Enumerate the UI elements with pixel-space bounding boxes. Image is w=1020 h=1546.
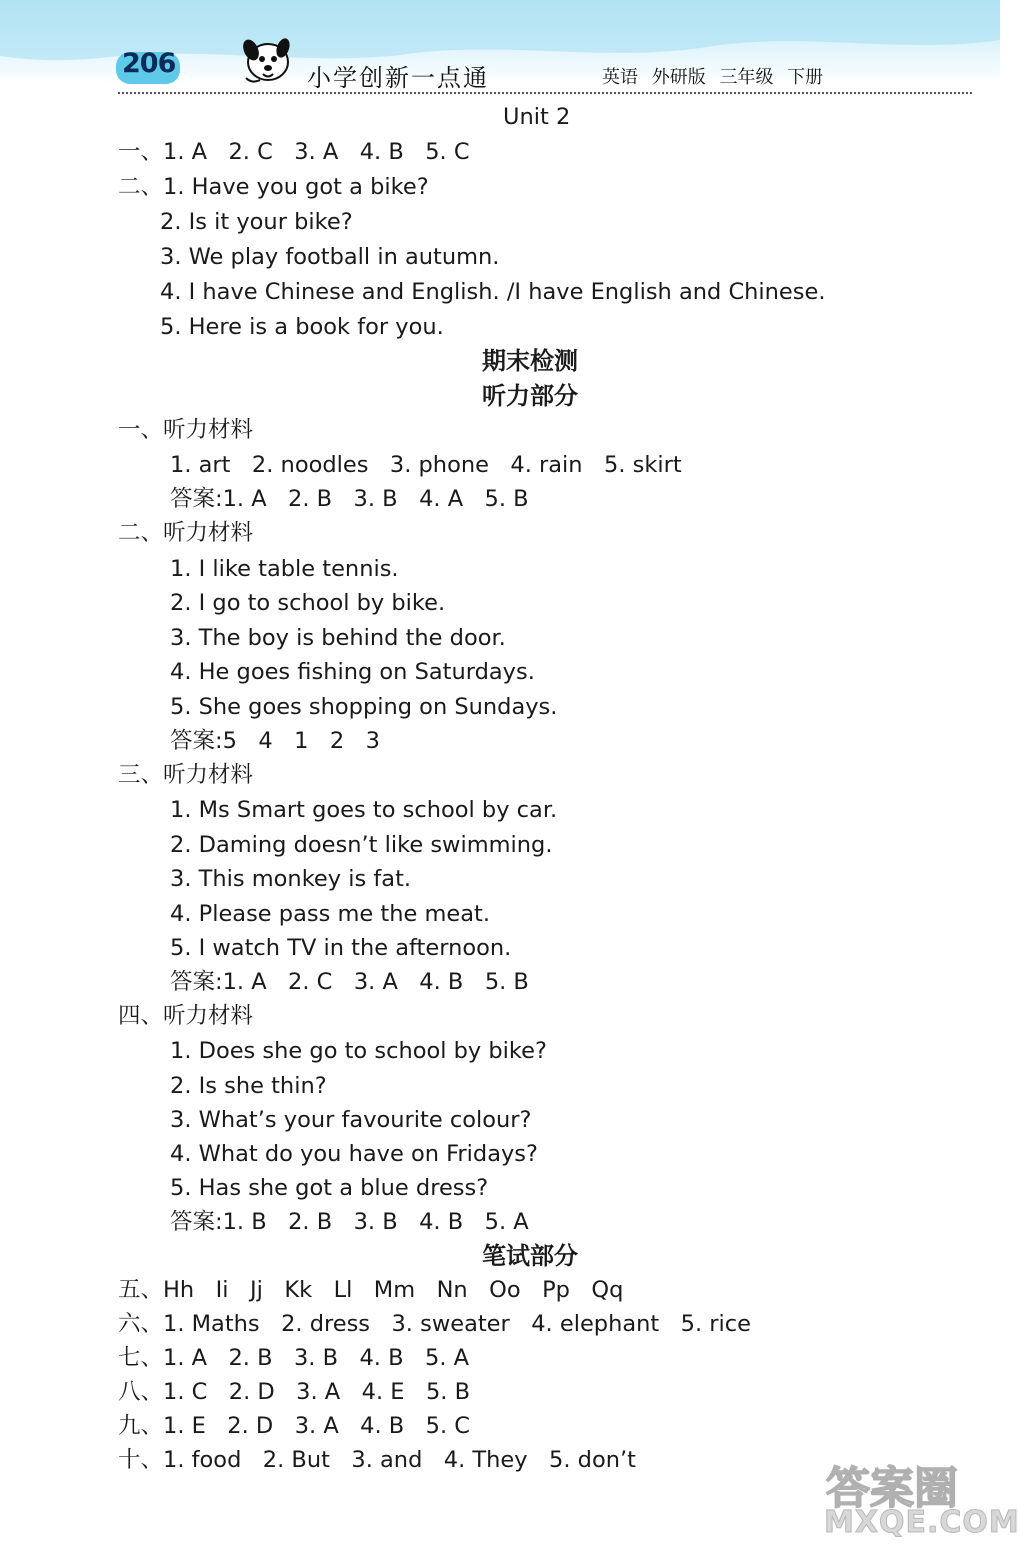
final-exam-title: 期末检测 (482, 347, 578, 375)
page-number: 206 (122, 48, 176, 79)
listening-1-answer: 答案:1. A 2. B 3. B 4. A 5. B (170, 486, 529, 512)
written-question-5: 五、Hh Ii Jj Kk Ll Mm Nn Oo Pp Qq (118, 1277, 624, 1303)
listening-4-item-1: 1. Does she go to school by bike? (170, 1038, 547, 1064)
written-question-9: 九、1. E 2. D 3. A 4. B 5. C (118, 1413, 471, 1439)
written-question-10: 十、1. food 2. But 3. and 4. They 5. don’t (118, 1447, 636, 1473)
listening-2-item-2: 2. I go to school by bike. (170, 590, 446, 616)
listening-4-item-3: 3. What’s your favourite colour? (170, 1107, 532, 1133)
listening-1-items: 1. art 2. noodles 3. phone 4. rain 5. skirt (170, 452, 682, 478)
unit2-question-2-item-5: 5. Here is a book for you. (160, 314, 444, 340)
listening-section-title: 听力部分 (482, 382, 578, 410)
written-section-title: 笔试部分 (482, 1242, 578, 1270)
listening-3-label: 三、听力材料 (118, 762, 254, 788)
written-question-7: 七、1. A 2. B 3. B 4. B 5. A (118, 1345, 470, 1371)
listening-4-item-5: 5. Has she got a blue dress? (170, 1175, 489, 1201)
unit2-question-1: 一、1. A 2. C 3. A 4. B 5. C (118, 139, 470, 165)
watermark-site: MXQE.COM (824, 1505, 1020, 1540)
listening-2-label: 二、听力材料 (118, 520, 254, 546)
listening-2-item-1: 1. I like table tennis. (170, 556, 399, 582)
listening-3-item-4: 4. Please pass me the meat. (170, 901, 490, 927)
listening-3-item-5: 5. I watch TV in the afternoon. (170, 935, 512, 961)
listening-2-item-4: 4. He goes fishing on Saturdays. (170, 659, 535, 685)
listening-1-label: 一、听力材料 (118, 417, 254, 443)
unit-title: Unit 2 (503, 104, 571, 130)
listening-4-answer: 答案:1. B 2. B 3. B 4. B 5. A (170, 1209, 529, 1235)
unit2-question-2-item-4: 4. I have Chinese and English. /I have English and Chinese. (160, 279, 826, 305)
listening-3-item-3: 3. This monkey is fat. (170, 866, 412, 892)
listening-2-answer: 答案:5 4 1 2 3 (170, 728, 380, 754)
listening-3-item-2: 2. Daming doesn’t like swimming. (170, 832, 553, 858)
mascot-dog-icon (238, 34, 296, 88)
listening-4-item-2: 2. Is she thin? (170, 1073, 327, 1099)
listening-4-item-4: 4. What do you have on Fridays? (170, 1141, 538, 1167)
listening-2-item-3: 3. The boy is behind the door. (170, 625, 506, 651)
watermark-logo: 答案圈 (826, 1463, 958, 1514)
listening-3-answer: 答案:1. A 2. C 3. A 4. B 5. B (170, 969, 529, 995)
listening-3-item-1: 1. Ms Smart goes to school by car. (170, 797, 558, 823)
listening-2-item-5: 5. She goes shopping on Sundays. (170, 694, 558, 720)
book-title: 小学创新一点通 (307, 64, 489, 92)
listening-4-label: 四、听力材料 (118, 1003, 254, 1029)
unit2-question-2-item-3: 3. We play football in autumn. (160, 244, 500, 270)
header-divider (118, 92, 972, 94)
unit2-question-2-item-2: 2. Is it your bike? (160, 209, 353, 235)
book-meta: 英语 外研版 三年级 下册 (602, 67, 824, 88)
written-question-6: 六、1. Maths 2. dress 3. sweater 4. elephant 5. rice (118, 1311, 751, 1337)
written-question-8: 八、1. C 2. D 3. A 4. E 5. B (118, 1379, 471, 1405)
unit2-question-2-item-1: 二、1. Have you got a bike? (118, 174, 429, 200)
